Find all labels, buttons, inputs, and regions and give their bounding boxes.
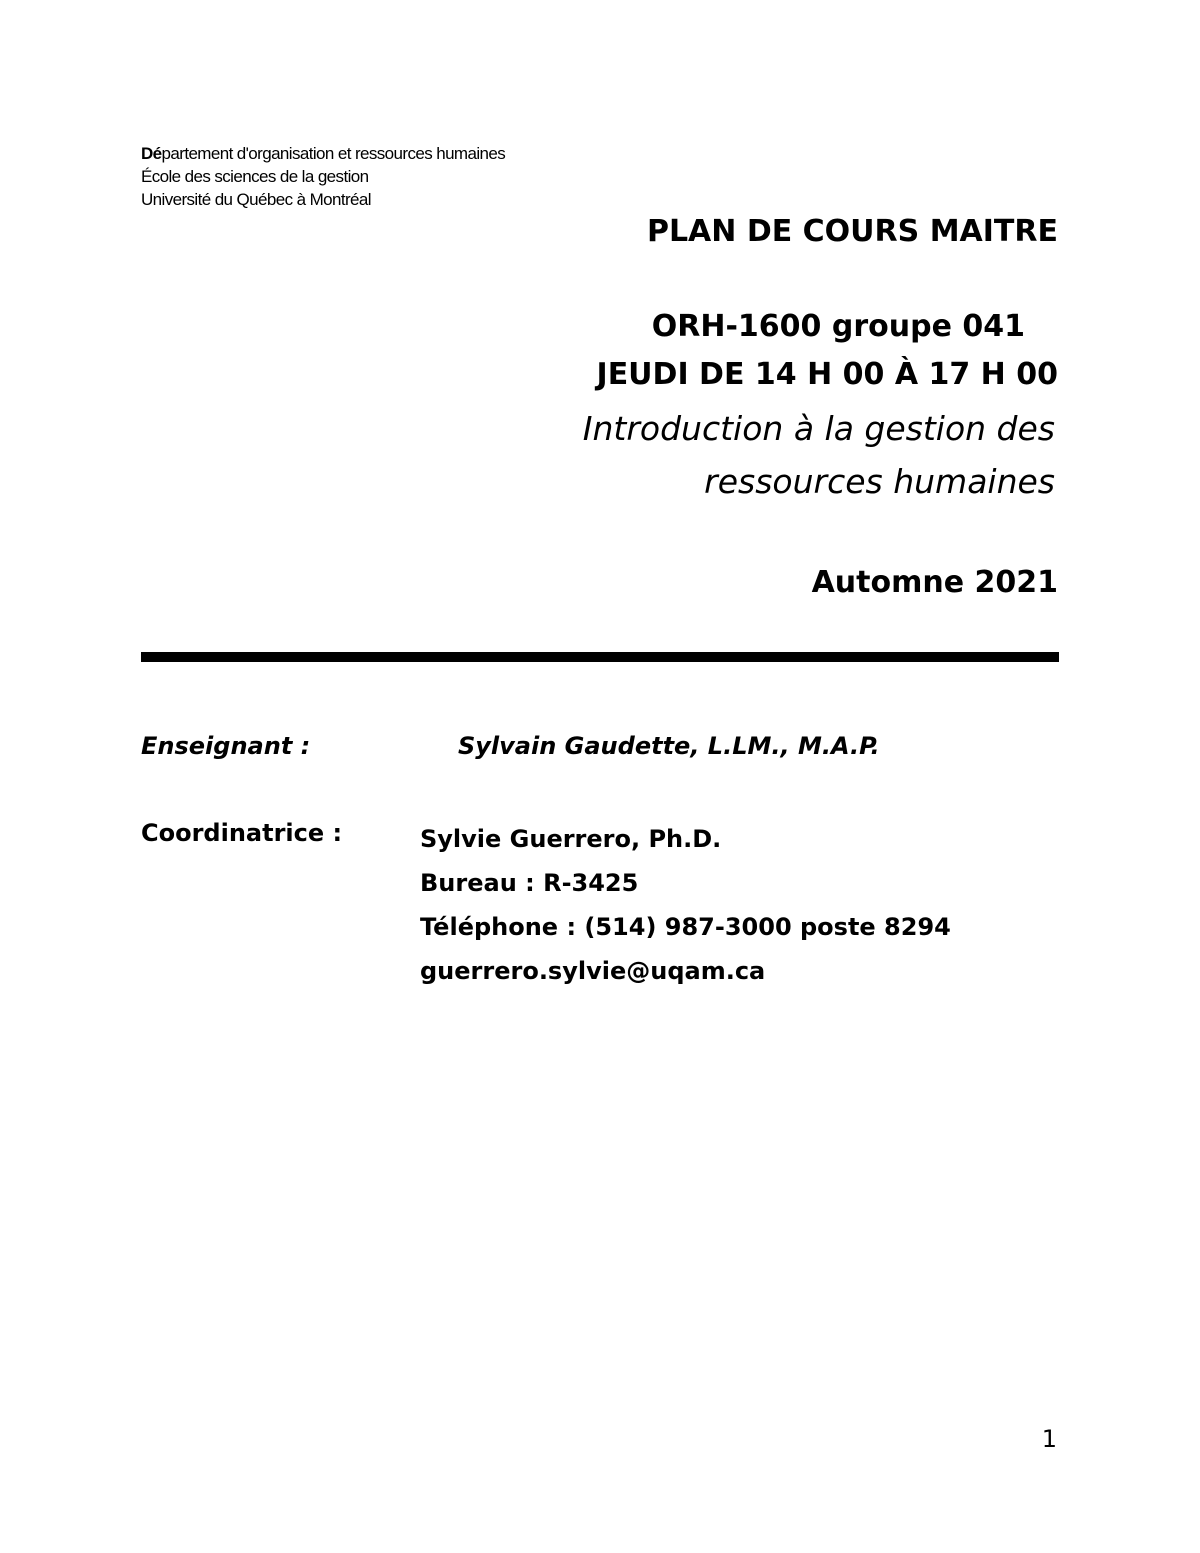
page-number: 1 bbox=[1041, 1425, 1057, 1453]
department-name-bold: Dé bbox=[141, 144, 162, 163]
department-name-rest: partement d'organisation et ressources humaines bbox=[161, 144, 506, 163]
course-name-line-1: Introduction à la gestion des bbox=[582, 409, 1055, 448]
document-title: PLAN DE COURS MAITRE bbox=[646, 214, 1058, 249]
coordinator-label: Coordinatrice : bbox=[141, 819, 343, 847]
coordinator-name: Sylvie Guerrero, Ph.D. bbox=[420, 825, 722, 853]
coordinator-email: guerrero.sylvie@uqam.ca bbox=[420, 957, 766, 985]
course-name-line-2: ressources humaines bbox=[704, 462, 1055, 501]
university-name: Université du Québec à Montréal bbox=[141, 190, 371, 209]
course-name bbox=[495, 402, 1055, 508]
session: Automne 2021 bbox=[811, 565, 1058, 600]
department-name bbox=[141, 142, 505, 165]
coordinator-office: Bureau : R-3425 bbox=[420, 869, 639, 897]
coordinator-details bbox=[420, 817, 951, 993]
teacher-name: Sylvain Gaudette, L.LM., M.A.P. bbox=[458, 732, 880, 760]
institution-header bbox=[141, 142, 505, 211]
course-code: ORH-1600 groupe 041 bbox=[651, 309, 1025, 344]
horizontal-divider bbox=[141, 652, 1059, 662]
school-name: École des sciences de la gestion bbox=[141, 167, 369, 186]
teacher-label: Enseignant : bbox=[141, 732, 311, 760]
coordinator-phone: Téléphone : (514) 987-3000 poste 8294 bbox=[420, 913, 951, 941]
course-schedule: JEUDI DE 14 H 00 À 17 H 00 bbox=[596, 357, 1058, 392]
